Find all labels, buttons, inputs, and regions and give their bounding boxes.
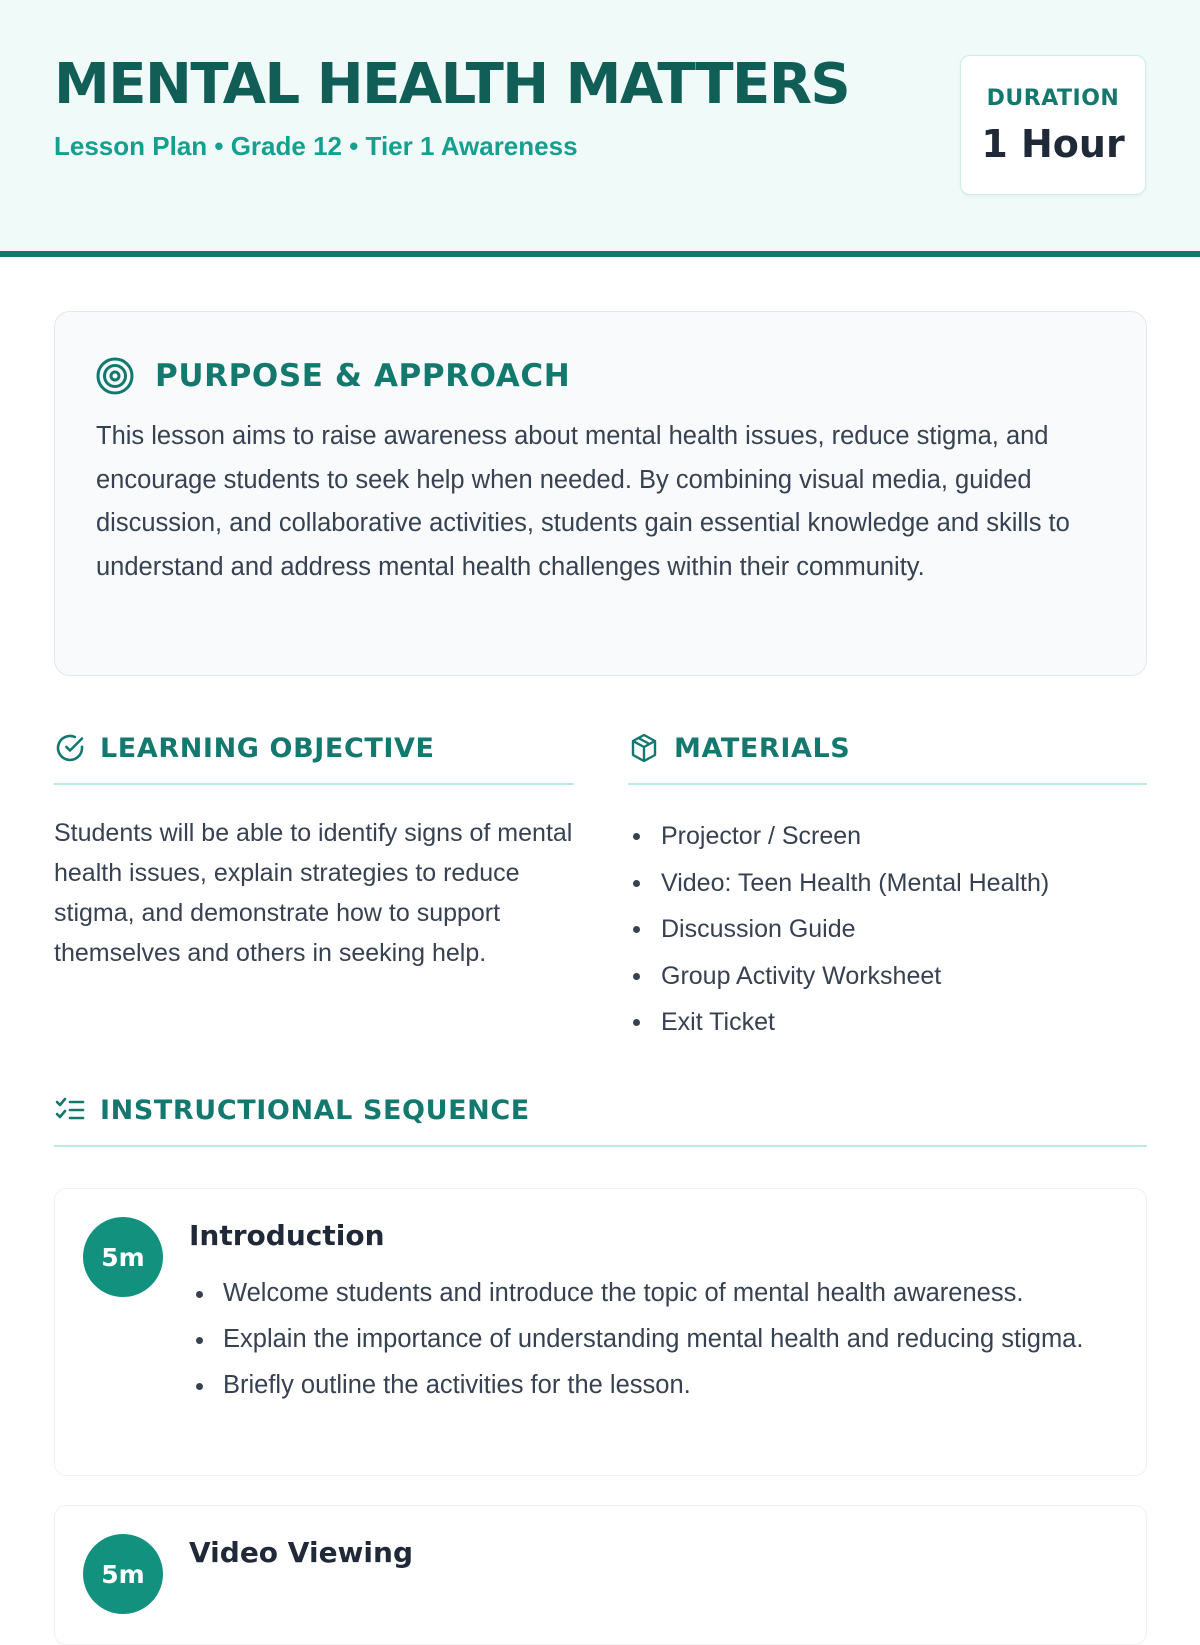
sequence-step-card: [54, 1505, 1147, 1645]
sequence-title: INSTRUCTIONAL SEQUENCE: [100, 1094, 530, 1126]
purpose-heading: [95, 356, 570, 396]
objective-heading: [54, 728, 435, 768]
step-time-badge: 5m: [83, 1217, 163, 1297]
materials-item: Group Activity Worksheet: [628, 953, 1148, 1000]
purpose-card: [54, 311, 1147, 676]
step-bullet-list: [189, 1273, 1129, 1411]
step-bullet: Briefly outline the activities for the lesson.: [189, 1365, 1129, 1405]
sequence-heading: [54, 1090, 530, 1130]
page-title: MENTAL HEALTH MATTERS: [54, 52, 850, 117]
package-icon: [628, 732, 660, 764]
materials-divider: [628, 783, 1147, 785]
sequence-step-card: [54, 1188, 1147, 1476]
sequence-divider: [54, 1145, 1147, 1147]
materials-item: Discussion Guide: [628, 906, 1148, 953]
duration-box: [960, 55, 1146, 195]
objective-title: LEARNING OBJECTIVE: [100, 732, 435, 764]
materials-heading: [628, 728, 850, 768]
materials-item: Projector / Screen: [628, 813, 1148, 860]
materials-item: Video: Teen Health (Mental Health): [628, 860, 1148, 907]
lesson-header: [0, 0, 1200, 257]
objective-divider: [54, 783, 574, 785]
step-time-badge: 5m: [83, 1534, 163, 1614]
list-checks-icon: [54, 1094, 86, 1126]
step-bullet: Welcome students and introduce the topic of mental health awareness.: [189, 1273, 1129, 1313]
target-icon: [95, 356, 135, 396]
lesson-subtitle: Lesson Plan • Grade 12 • Tier 1 Awareness: [54, 131, 578, 161]
objective-text: Students will be able to identify signs of mental health issues, explain strategies to reduce stigma, and demonstrate how to support themselves and others in seeking help.: [54, 819, 573, 967]
check-circle-icon: [54, 732, 86, 764]
purpose-text: This lesson aims to raise awareness about mental health issues, reduce stigma, and encourage students to seek help when needed. By combining visual media, guided discussion, and collaborative activities, students gain essential knowledge and skills to understand and address mental health challenges within their community.: [96, 422, 1070, 581]
duration-label: DURATION: [986, 86, 1120, 111]
purpose-title: PURPOSE & APPROACH: [155, 358, 571, 394]
materials-title: MATERIALS: [674, 732, 851, 764]
step-title: Introduction: [189, 1219, 385, 1252]
step-bullet: Explain the importance of understanding mental health and reducing stigma.: [189, 1319, 1129, 1359]
duration-value: 1 Hour: [981, 122, 1125, 166]
step-title: Video Viewing: [189, 1536, 413, 1569]
materials-list: [628, 813, 1148, 1046]
materials-item: Exit Ticket: [628, 999, 1148, 1046]
